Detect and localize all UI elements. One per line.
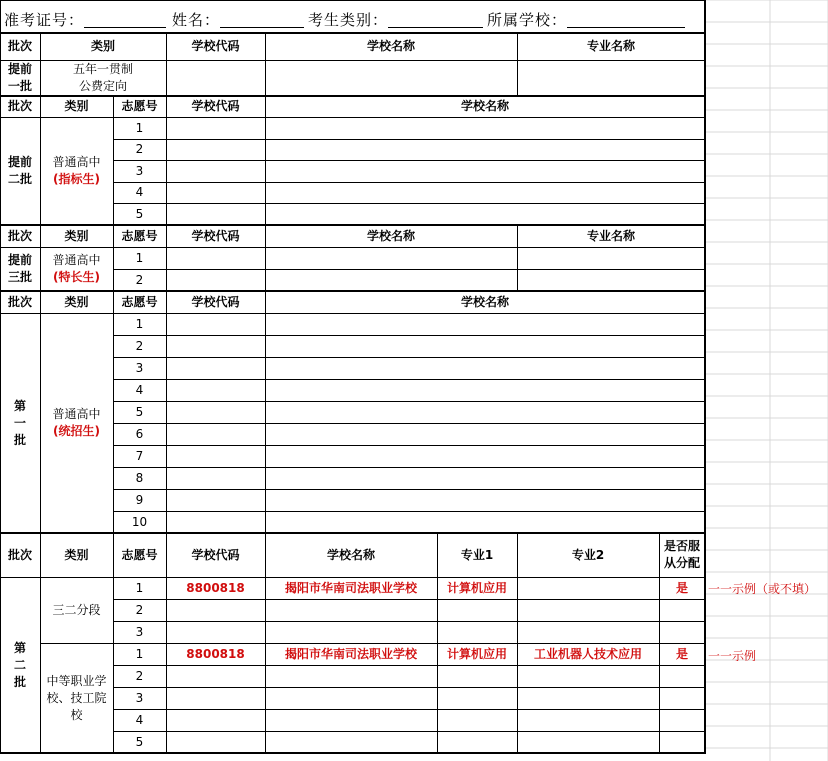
school-code-cell[interactable]	[166, 379, 265, 401]
major2-cell[interactable]	[517, 687, 659, 709]
batch2-batch-label: 第 二 批	[0, 577, 40, 753]
school-code-cell[interactable]	[166, 511, 265, 533]
obey-allocation-cell[interactable]	[659, 687, 705, 709]
table-rule	[113, 511, 706, 512]
major2-cell[interactable]	[517, 731, 659, 753]
choice-number: 2	[113, 599, 166, 621]
choice-number: 4	[113, 182, 166, 203]
col-header-major1: 专业1	[437, 533, 517, 577]
obey-allocation-cell[interactable]	[659, 709, 705, 731]
col-header-category: 类别	[40, 291, 113, 313]
table-rule	[0, 95, 706, 97]
school-name-cell[interactable]: 揭阳市华南司法职业学校	[265, 577, 437, 599]
table-rule	[113, 160, 706, 161]
major-name-cell[interactable]	[517, 269, 705, 291]
school-name-cell[interactable]	[265, 269, 517, 291]
table-rule	[0, 532, 706, 534]
col-header-school-name: 学校名称	[265, 225, 517, 247]
col-header-choice-no: 志愿号	[113, 291, 166, 313]
pre1-major-name-cell[interactable]	[517, 60, 705, 96]
col-header-school-name: 学校名称	[265, 533, 437, 577]
col-header-major-name: 专业名称	[517, 33, 705, 60]
major2-cell[interactable]	[517, 665, 659, 687]
obey-allocation-cell[interactable]	[659, 599, 705, 621]
school-name-cell[interactable]	[265, 313, 705, 335]
table-rule	[113, 665, 706, 666]
batch2-sub2-category: 中等职业学 校、技工院 校	[40, 643, 113, 753]
choice-number: 6	[113, 423, 166, 445]
major1-cell[interactable]	[437, 709, 517, 731]
col-header-choice-no: 志愿号	[113, 533, 166, 577]
school-code-cell[interactable]	[166, 182, 265, 203]
example-note: 一一示例	[708, 649, 757, 663]
major1-cell[interactable]	[437, 621, 517, 643]
school-name-cell[interactable]	[265, 335, 705, 357]
school-code-cell[interactable]	[166, 313, 265, 335]
table-rule	[113, 467, 706, 468]
school-blank[interactable]	[567, 11, 685, 28]
category-type: 普通高中	[52, 253, 101, 267]
table-rule	[113, 687, 706, 688]
school-name-cell[interactable]	[265, 379, 705, 401]
table-rule	[113, 139, 706, 140]
table-rule	[0, 32, 706, 34]
school-name-cell[interactable]	[265, 709, 437, 731]
col-header-choice-no: 志愿号	[113, 96, 166, 117]
table-rule	[517, 33, 518, 97]
col-header-school-code: 学校代码	[166, 96, 265, 117]
student-category-blank[interactable]	[388, 11, 483, 28]
name-label: 姓名：	[172, 10, 221, 29]
exam-number-label: 准考证号：	[4, 10, 85, 29]
col-header-batch: 批次	[0, 291, 40, 313]
col-header-school-name: 学校名称	[265, 33, 517, 60]
school-code-cell[interactable]	[166, 709, 265, 731]
school-code-cell[interactable]	[166, 160, 265, 182]
table-rule	[659, 533, 660, 754]
choice-number: 9	[113, 489, 166, 511]
pre1-school-code-cell[interactable]	[166, 60, 265, 96]
table-rule	[517, 533, 518, 754]
pre2-category	[40, 117, 113, 225]
pre2-batch-label: 提前 二批	[0, 117, 40, 225]
obey-allocation-cell[interactable]	[659, 731, 705, 753]
col-header-choice-no: 志愿号	[113, 225, 166, 247]
school-code-cell[interactable]	[166, 247, 265, 269]
col-header-batch: 批次	[0, 225, 40, 247]
table-rule	[113, 599, 706, 600]
table-rule	[113, 335, 706, 336]
table-rule	[166, 33, 167, 754]
school-name-cell[interactable]	[265, 401, 705, 423]
school-name-cell[interactable]	[265, 599, 437, 621]
major1-cell[interactable]	[437, 731, 517, 753]
choice-number: 5	[113, 203, 166, 225]
school-code-cell[interactable]	[166, 423, 265, 445]
school-code-cell[interactable]: 8800818	[166, 643, 265, 665]
major2-cell[interactable]	[517, 621, 659, 643]
school-name-cell[interactable]	[265, 203, 705, 225]
school-code-cell[interactable]	[166, 731, 265, 753]
school-name-cell[interactable]	[265, 467, 705, 489]
school-name-cell[interactable]	[265, 160, 705, 182]
col-header-category: 类别	[40, 33, 166, 60]
table-rule	[0, 224, 706, 226]
school-code-cell[interactable]	[166, 335, 265, 357]
table-rule	[113, 401, 706, 402]
choice-number: 3	[113, 160, 166, 182]
table-rule	[40, 643, 706, 644]
school-code-cell[interactable]	[166, 621, 265, 643]
major1-cell[interactable]	[437, 665, 517, 687]
choice-number: 5	[113, 731, 166, 753]
batch2-sub1-category: 三二分段	[40, 577, 113, 643]
school-name-cell[interactable]: 揭阳市华南司法职业学校	[265, 643, 437, 665]
pre1-batch-label: 提前 一批	[0, 60, 40, 96]
col-header-batch: 批次	[0, 96, 40, 117]
school-code-cell[interactable]	[166, 467, 265, 489]
choice-number: 2	[113, 335, 166, 357]
choice-number: 7	[113, 445, 166, 467]
school-code-cell[interactable]	[166, 117, 265, 139]
choice-number: 2	[113, 665, 166, 687]
table-rule	[437, 533, 438, 754]
major2-cell[interactable]	[517, 709, 659, 731]
category-subtype: (统招生)	[53, 424, 100, 438]
school-name-cell[interactable]	[265, 489, 705, 511]
example-note: 一一示例（或不填）	[708, 582, 817, 596]
table-rule	[0, 60, 706, 61]
batch1-batch-label: 第 一 批	[0, 313, 40, 533]
school-name-cell[interactable]	[265, 117, 705, 139]
school-name-cell[interactable]	[265, 445, 705, 467]
choice-number: 10	[113, 511, 166, 533]
col-header-category: 类别	[40, 96, 113, 117]
table-rule	[0, 117, 706, 118]
table-rule	[113, 709, 706, 710]
school-code-cell[interactable]	[166, 687, 265, 709]
form-header	[4, 6, 689, 32]
col-header-batch: 批次	[0, 533, 40, 577]
category-subtype: (指标生)	[53, 172, 100, 186]
table-rule	[0, 290, 706, 292]
choice-number: 1	[113, 247, 166, 269]
table-rule	[113, 182, 706, 183]
school-code-cell[interactable]	[166, 489, 265, 511]
col-header-category: 类别	[40, 533, 113, 577]
major2-cell[interactable]	[517, 577, 659, 599]
school-code-cell[interactable]	[166, 269, 265, 291]
table-rule	[113, 423, 706, 424]
table-rule	[113, 379, 706, 380]
table-rule	[113, 445, 706, 446]
table-rule	[40, 33, 41, 754]
obey-allocation-cell[interactable]	[659, 665, 705, 687]
school-code-cell[interactable]: 8800818	[166, 577, 265, 599]
major2-cell[interactable]: 工业机器人技术应用	[517, 643, 659, 665]
table-rule	[265, 33, 266, 754]
choice-number: 3	[113, 621, 166, 643]
major2-cell[interactable]	[517, 599, 659, 621]
col-header-school-name: 学校名称	[265, 96, 705, 117]
school-code-cell[interactable]	[166, 599, 265, 621]
school-name-cell[interactable]	[265, 182, 705, 203]
col-header-category: 类别	[40, 225, 113, 247]
choice-number: 8	[113, 467, 166, 489]
choice-number: 4	[113, 379, 166, 401]
choice-number: 1	[113, 117, 166, 139]
table-rule	[113, 621, 706, 622]
major1-cell[interactable]	[437, 599, 517, 621]
obey-allocation-cell[interactable]: 是	[659, 643, 705, 665]
obey-allocation-cell[interactable]	[659, 621, 705, 643]
col-header-major2: 专业2	[517, 533, 659, 577]
school-name-cell[interactable]	[265, 247, 517, 269]
col-header-school-code: 学校代码	[166, 533, 265, 577]
school-code-cell[interactable]	[166, 445, 265, 467]
table-rule	[113, 96, 114, 754]
col-header-batch: 批次	[0, 33, 40, 60]
school-name-cell[interactable]	[265, 665, 437, 687]
name-blank[interactable]	[220, 11, 304, 28]
exam-number-blank[interactable]	[84, 11, 166, 28]
school-code-cell[interactable]	[166, 203, 265, 225]
category-type: 普通高中	[52, 155, 101, 169]
table-rule	[517, 225, 518, 292]
school-name-cell[interactable]	[265, 357, 705, 379]
table-rule	[113, 489, 706, 490]
school-name-cell[interactable]	[265, 511, 705, 533]
student-category-label: 考生类别：	[308, 10, 389, 29]
pre1-category: 五年一贯制 公费定向	[40, 60, 166, 96]
category-subtype: (特长生)	[53, 270, 100, 284]
choice-number: 5	[113, 401, 166, 423]
table-rule	[113, 731, 706, 732]
pre3-category	[40, 247, 113, 291]
school-name-cell[interactable]	[265, 139, 705, 160]
table-rule	[0, 0, 1, 754]
pre1-school-name-cell[interactable]	[265, 60, 517, 96]
choice-number: 4	[113, 709, 166, 731]
col-header-obey-allocation: 是否服 从分配	[659, 533, 705, 577]
table-rule	[704, 0, 706, 754]
school-name-cell[interactable]	[265, 423, 705, 445]
choice-number: 3	[113, 357, 166, 379]
table-rule	[113, 269, 706, 270]
table-rule	[0, 752, 706, 754]
batch1-category	[40, 313, 113, 533]
major1-cell[interactable]	[437, 687, 517, 709]
col-header-major-name: 专业名称	[517, 225, 705, 247]
school-label: 所属学校：	[487, 10, 568, 29]
col-header-school-name: 学校名称	[265, 291, 705, 313]
major-name-cell[interactable]	[517, 247, 705, 269]
table-rule	[0, 247, 706, 248]
col-header-school-code: 学校代码	[166, 291, 265, 313]
school-name-cell[interactable]	[265, 621, 437, 643]
school-code-cell[interactable]	[166, 357, 265, 379]
school-code-cell[interactable]	[166, 139, 265, 160]
choice-number: 2	[113, 139, 166, 160]
major1-cell[interactable]: 计算机应用	[437, 577, 517, 599]
major1-cell[interactable]: 计算机应用	[437, 643, 517, 665]
col-header-school-code: 学校代码	[166, 33, 265, 60]
school-code-cell[interactable]	[166, 401, 265, 423]
table-rule	[113, 203, 706, 204]
choice-number: 3	[113, 687, 166, 709]
choice-number: 1	[113, 313, 166, 335]
table-rule	[0, 577, 706, 578]
choice-number: 1	[113, 643, 166, 665]
school-code-cell[interactable]	[166, 665, 265, 687]
table-rule	[113, 357, 706, 358]
school-name-cell[interactable]	[265, 687, 437, 709]
table-rule	[0, 313, 706, 314]
category-type: 普通高中	[52, 407, 101, 421]
choice-number: 1	[113, 577, 166, 599]
col-header-school-code: 学校代码	[166, 225, 265, 247]
obey-allocation-cell[interactable]: 是	[659, 577, 705, 599]
pre3-batch-label: 提前 三批	[0, 247, 40, 291]
choice-number: 2	[113, 269, 166, 291]
school-name-cell[interactable]	[265, 731, 437, 753]
table-rule	[0, 0, 706, 1]
